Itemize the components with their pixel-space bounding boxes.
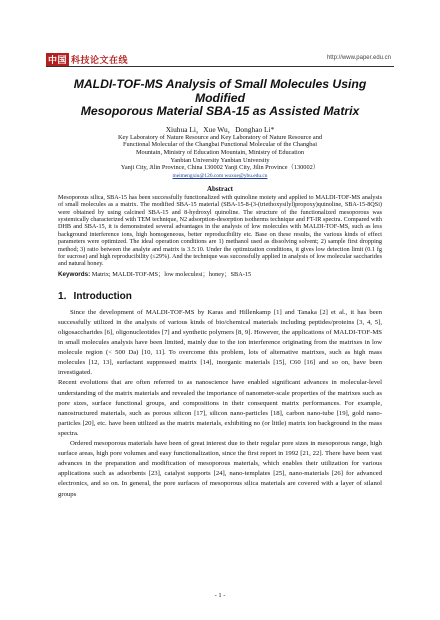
author-list: Xiuhua Li，Xue Wu，Donghao Li*: [165, 124, 275, 134]
affiliation-line: Yanbian University Yanbian University: [170, 156, 270, 164]
affiliation-line: Functional Molecular of the Changbai Functional Molecular of the Changbai: [123, 141, 317, 149]
affiliation-line: Key Laboratory of Nature Resource and Key Laboratory of Nature Resource and: [117, 133, 323, 141]
page-number: - 1 -: [214, 592, 226, 599]
paragraph: Recent evolutions that are often referred to as nanoscience have enabled significant advances in molecular-level understanding of the matrix materials and revealed the importance of nanometer-scale properties of the matrixes such as pore sizes, surface functional groups, and compositions in their consequent matrix performances. For example, nanostructured materials, such as porous silicon [17], silicon nano-particles [18], carbon nano-tube [19], gold nano-particles [20], etc. have been utilized as the matrix materials, exhibiting no (or little) matrix ion background in the mass spectra.: [58, 379, 382, 437]
affiliation-line: Mountain, Ministry of Education Mountain, Ministry of Education: [135, 148, 305, 156]
affiliations: [58, 134, 382, 172]
keywords: [58, 269, 382, 278]
introduction-text: [58, 308, 382, 500]
title-line-1: MALDI-TOF-MS Analysis of Small Molecules Using Modified: [73, 77, 367, 105]
title-line-2: Mesoporous Material SBA-15 as Assisted Matrix: [80, 104, 360, 119]
header-divider: [46, 66, 394, 67]
paragraph: Ordered mesoporous materials have been of great interest due to their regular pore sizes in mesoporous range, high surface areas, high pore volumes and easy functionalization, since the first report in 1992 [21, 22]. There have been vast advances in the preparation and modification of mesoporous materials, which enables their utilization for various applications such as adsorbents [23], catalyst supports [24], nano-templates [25], nano-materials [26] for advanced electronics, and so on. In general, the pore surfaces of mesoporous silica materials are covered with a layer of silanol groups: [58, 440, 382, 498]
section-heading-introduction: 1．Introduction: [58, 290, 132, 302]
logo-text: 科技论文在线: [71, 56, 129, 66]
logo-mark: 中国: [46, 53, 69, 66]
author-email-link[interactable]: meimengxiu@126.com wuxue@ybu.edu.cn: [172, 172, 268, 179]
paragraph: Since the development of MALDI-TOF-MS by Karas and Hillenkamp [1] and Tanaka [2] et al., it has been successfully utilized in the analysis of various kinds of bio/chemical materials including peptides/proteins [3, 4, 5], oligosaccharides [6], oligonucleotides [7] and synthetic polymers [8, 9]. However, the applications of MALDI-TOF-MS in small molecules analysis have been limited, mainly due to the ion interference originating from the matrixes in low molecule region (< 500 Da) [10, 11]. To overcome this problem, lots of alternative matrixes, such as high mass molecules [12, 13], surfactant suppressed matrix [14], inorganic materials [15], C60 [16] and so on, have been investigated.: [58, 308, 382, 377]
site-url-link[interactable]: http://www.paper.edu.cn: [326, 55, 391, 61]
affiliation-line: Yanji City, Jilin Province, China 130002 Yanji City, Jilin Province（130002）: [120, 164, 320, 172]
site-logo[interactable]: [46, 53, 128, 66]
paper-title: [58, 78, 382, 119]
keywords-text: Matrix; MALDI-TOF-MS；low moleculesi；honey；SBA-15: [90, 270, 252, 278]
page-header: [0, 0, 440, 66]
abstract-text: Mesoporous silica, SBA-15 has been successfully functionalized with quinoline moiety and applied to MALDI-TOF-MS analysis of small molecules as a matrix. The modified SBA-15 material (SBA-15-8-(3-(triethoxysilyl)propoxy)quinoline, SBA-15-8QSi) were obtained by using calcined SBA-15 and 8-hydroxyl quinoline. The structure of the functionalized mesoporous was systemically characterized with TEM technique, N2 adsorption-desorption isotherms technique and FT-IR spectra. Compared with DHB and SBA-15, it is demonstrated several advantages in the analysis of low molecules with MALDI-TOF-MS, such as less background interference ions, high homogeneous, better reproducibility etc. Base on these results, the various kinds of effect parameters were optimized. The ideal operation conditions are 1) methanol used as dissolving solvent; 2) sample first dropping method; 3) ratio between the analyte and matrix is 3.5:10. Under the optimization conditions, it gives low detection limit (0.1 fg for sucrose) and high reproducibility (≤29%). And the technique was successfully applied in analysis of low molecular saccharides and natural honey.: [58, 193, 382, 268]
keywords-label: Keywords:: [58, 270, 91, 278]
paper-body: [58, 74, 382, 500]
abstract-heading: Abstract: [206, 184, 234, 193]
